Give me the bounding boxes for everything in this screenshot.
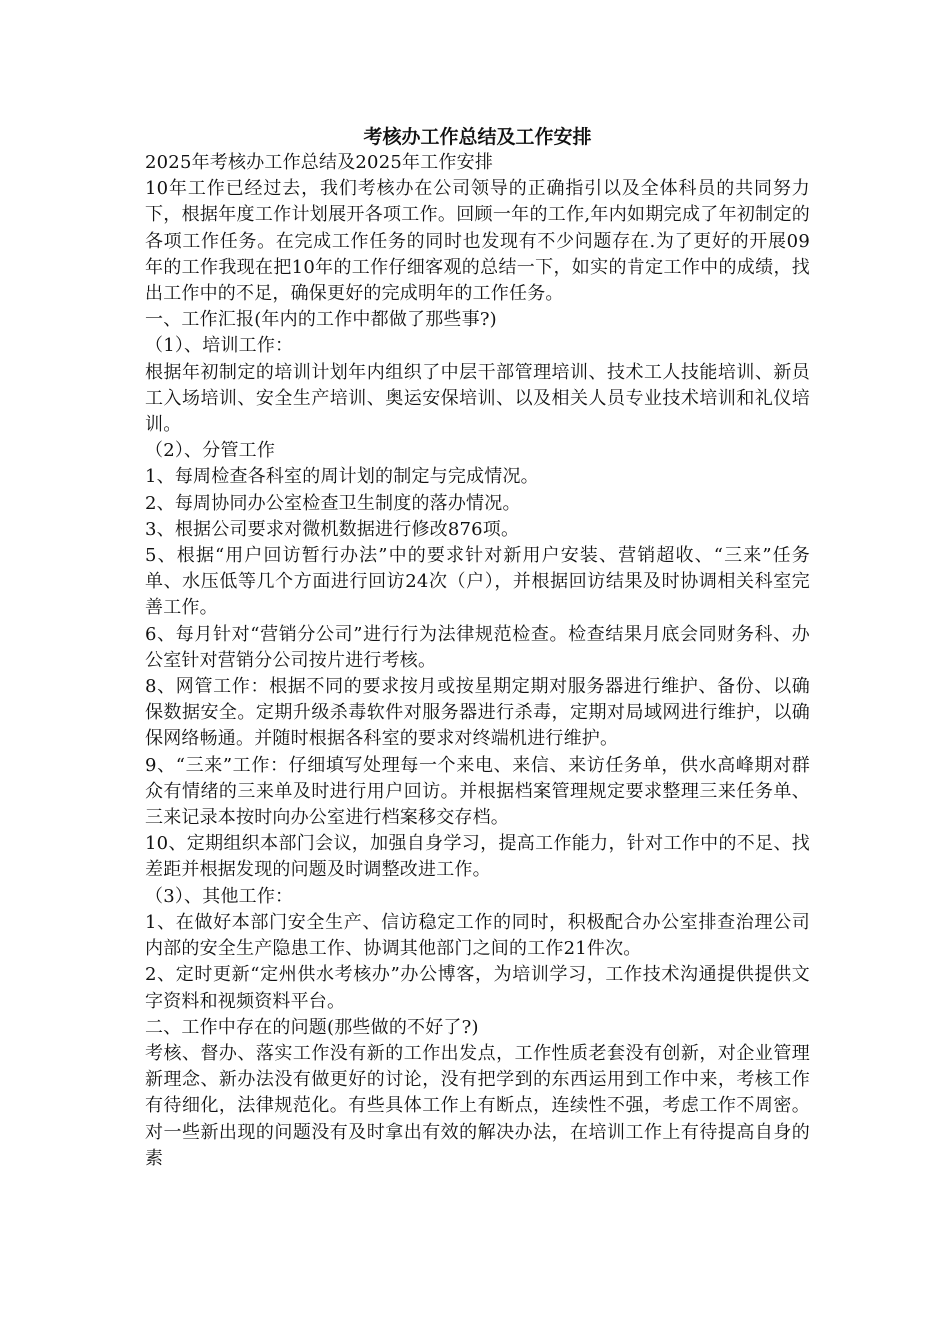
subheading-other-work: （3）、其他工作： bbox=[145, 885, 294, 907]
list-item: 2、定时更新“定州供水考核办”办公博客，为培训学习，工作技术沟通提供提供文字资料和视频资料平台。 bbox=[145, 964, 810, 1012]
list-item: 3、根据公司要求对微机数据进行修改876项。 bbox=[145, 518, 520, 540]
list-item: 8、网管工作：根据不同的要求按月或按星期定期对服务器进行维护、备份、以确保数据安全。定期升级杀毒软件对服务器进行杀毒，定期对局域网进行维护，以确保网络畅通。并随时根据各科室的要求对终端机进行维护。 bbox=[145, 676, 810, 750]
section-heading-work-report: 一、工作汇报(年内的工作中都做了那些事?) bbox=[145, 309, 497, 331]
intro-paragraph: 10年工作已经过去，我们考核办在公司领导的正确指引以及全体科员的共同努力下，根据年度工作计划展开各项工作。回顾一年的工作,年内如期完成了年初制定的各项工作任务。在完成工作任务的同时也发现有不少问题存在.为了更好的开展09年的工作我现在把10年的工作仔细客观的总结一下，如实的肯定工作中的成绩，找出工作中的不足，确保更好的完成明年的工作任务。 bbox=[145, 178, 810, 305]
list-item: 5、根据“用户回访暂行办法”中的要求针对新用户安装、营销超收、“三来”任务单、水压低等几个方面进行回访24次（户），并根据回访结果及时协调相关科室完善工作。 bbox=[145, 545, 810, 619]
list-item: 2、每周协同办公室检查卫生制度的落办情况。 bbox=[145, 492, 521, 514]
problems-paragraph: 考核、督办、落实工作没有新的工作出发点，工作性质老套没有创新，对企业管理新理念、新办法没有做更好的讨论，没有把学到的东西运用到工作中来，考核工作有待细化，法律规范化。有些具体工作上有断点，连续性不强，考虑工作不周密。对一些新出现的问题没有及时拿出有效的解决办法，在培训工作上有待提高自身的素 bbox=[145, 1042, 810, 1169]
list-item: 6、每月针对“营销分公司”进行行为法律规范检查。检查结果月底会同财务科、办公室针对营销分公司按片进行考核。 bbox=[145, 623, 810, 671]
list-item: 1、每周检查各科室的周计划的制定与完成情况。 bbox=[145, 466, 539, 488]
training-paragraph: 根据年初制定的培训计划年内组织了中层干部管理培训、技术工人技能培训、新员工入场培训、安全生产培训、奥运安保培训、以及相关人员专业技术培训和礼仪培训。 bbox=[145, 361, 810, 436]
section-heading-problems: 二、工作中存在的问题(那些做的不好了?) bbox=[145, 1016, 479, 1038]
subheading-managed-work: （2）、分管工作 bbox=[145, 440, 276, 462]
document-body bbox=[145, 124, 810, 1172]
list-item: 9、“三来”工作：仔细填写处理每一个来电、来信、来访任务单，供水高峰期对群众有情绪的三来单及时进行用户回访。并根据档案管理规定要求整理三来任务单、三来记录本按时向办公室进行档案移交存档。 bbox=[145, 754, 810, 829]
list-item: 1、在做好本部门安全生产、信访稳定工作的同时，积极配合办公室排查治理公司内部的安全生产隐患工作、协调其他部门之间的工作21件次。 bbox=[145, 911, 810, 960]
subtitle-paragraph: 2025年考核办工作总结及2025年工作安排 bbox=[145, 152, 494, 173]
subheading-training: （1）、培训工作： bbox=[145, 335, 294, 357]
list-item: 10、定期组织本部门会议，加强自身学习，提高工作能力，针对工作中的不足、找差距并根据发现的问题及时调整改进工作。 bbox=[145, 833, 810, 881]
document-title: 考核办工作总结及工作安排 bbox=[363, 126, 592, 148]
